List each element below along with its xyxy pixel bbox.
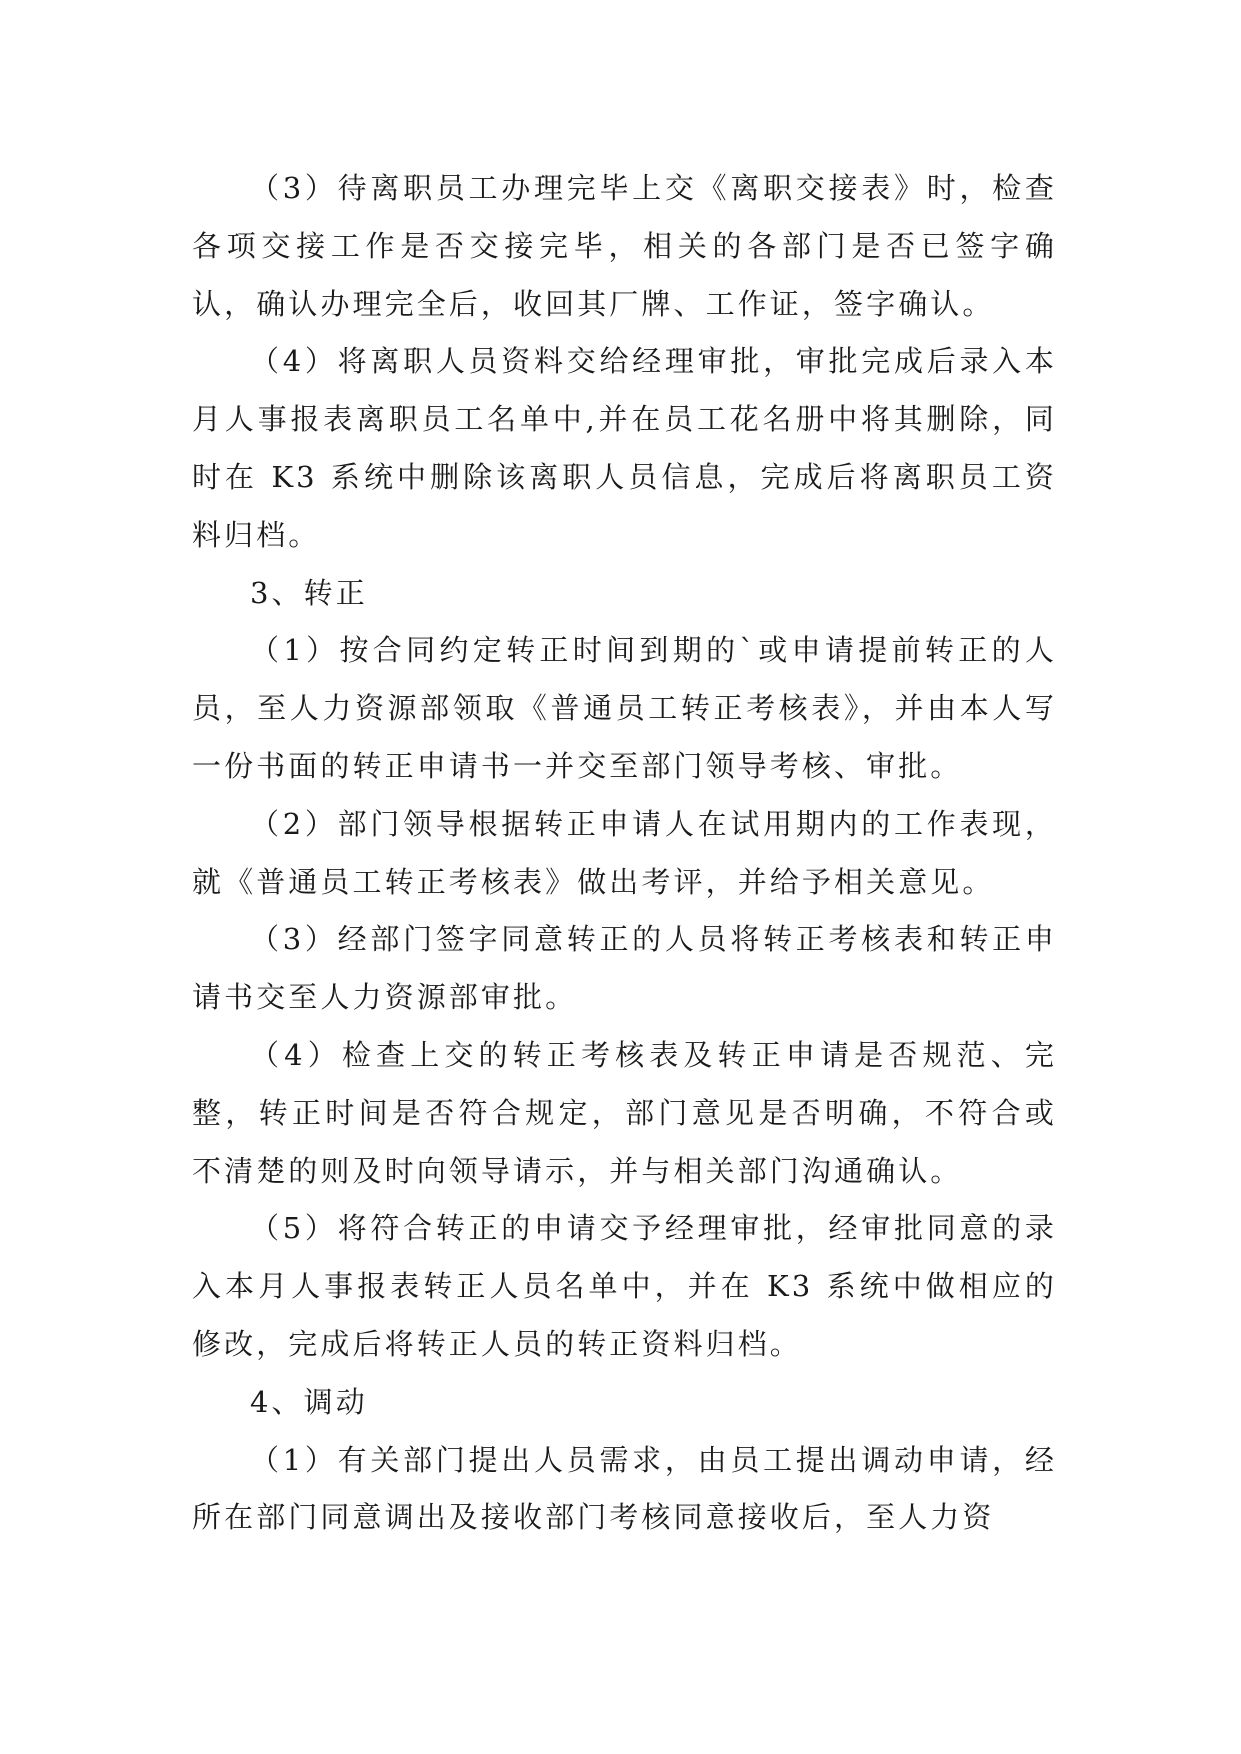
paragraph-regularization-step-5: （5）将符合转正的申请交予经理审批，经审批同意的录入本月人事报表转正人员名单中，并在 K3 系统中做相应的修改，完成后将转正人员的转正资料归档。 xyxy=(192,1211,1057,1361)
paragraph-resignation-step-3: （3）待离职员工办理完毕上交《离职交接表》时，检查各项交接工作是否交接完毕，相关的各部门是否已签字确认，确认办理完全后，收回其厂牌、工作证，签字确认。 xyxy=(192,171,1057,321)
document-body xyxy=(192,160,1057,1547)
paragraph-regularization-step-1: （1）按合同约定转正时间到期的`或申请提前转正的人员，至人力资源部领取《普通员工转正考核表》，并由本人写一份书面的转正申请书一并交至部门领导考核、审批。 xyxy=(192,633,1057,783)
paragraph-regularization-step-2: （2）部门领导根据转正申请人在试用期内的工作表现，就《普通员工转正考核表》做出考评，并给予相关意见。 xyxy=(192,806,1057,899)
paragraph-regularization-step-4: （4）检查上交的转正考核表及转正申请是否规范、完整，转正时间是否符合规定，部门意见是否明确，不符合或不清楚的则及时向领导请示，并与相关部门沟通确认。 xyxy=(192,1037,1057,1188)
paragraph-regularization-step-3: （3）经部门签字同意转正的人员将转正考核表和转正申请书交至人力资源部审批。 xyxy=(192,922,1057,1015)
section-heading-regularization: 3、转正 xyxy=(250,575,368,610)
section-heading-transfer: 4、调动 xyxy=(250,1384,368,1419)
paragraph-resignation-step-4: （4）将离职人员资料交给经理审批，审批完成后录入本月人事报表离职员工名单中,并在员工花名册中将其删除，同时在 K3 系统中删除该离职人员信息，完成后将离职员工资料归档。 xyxy=(192,344,1057,552)
paragraph-transfer-step-1: （1）有关部门提出人员需求，由员工提出调动申请，经所在部门同意调出及接收部门考核同意接收后，至人力资 xyxy=(192,1442,1057,1535)
